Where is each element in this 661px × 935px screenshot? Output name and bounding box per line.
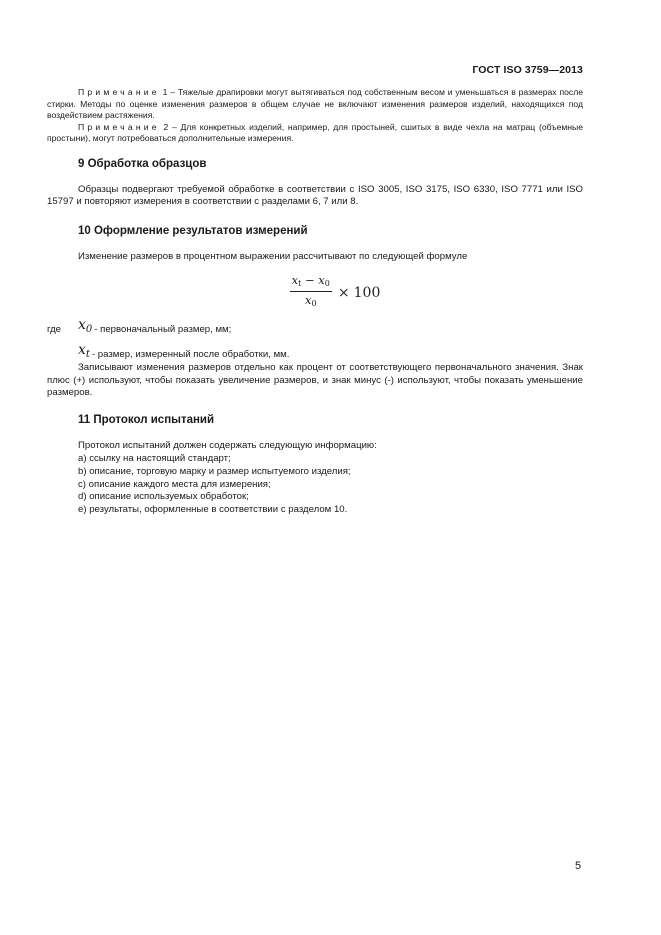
list-item: а) ссылку на настоящий стандарт; (78, 453, 231, 465)
note-1 (47, 87, 583, 122)
note-text: – Для конкретных изделий, например, для простыней, сшитых в виде чехла на матрац (объемные простыни), могут потребоваться дополнительные измерения. (47, 121, 583, 143)
variable-sub: 0 (85, 323, 93, 335)
variable-definition-1 (47, 318, 583, 337)
formula-numerator (290, 274, 332, 292)
variable-description: - первоначальный размер, мм; (94, 324, 232, 336)
list-item: с) описание каждого места для измерения; (78, 478, 271, 490)
note-label: Примечание (78, 121, 160, 132)
variable-definition-2 (47, 343, 583, 362)
formula-sub: 0 (324, 279, 330, 289)
note-label: Примечание (78, 87, 160, 97)
list-item: b) описание, торговую марку и размер испытуемого изделия; (78, 465, 351, 477)
formula-fraction (290, 274, 332, 311)
report-items-list (47, 453, 583, 517)
variable-letter: x (78, 316, 86, 333)
standard-header: ГОСТ ISO 3759—2013 (472, 64, 583, 76)
section-9-paragraph: Образцы подвергают требуемой обработке в соответствии с ISO 3005, ISO 3175, ISO 6330, ISO 7771 или ISO 15797 и повторяют измерения в соответствии с разделами 6, 7 или 8. (47, 183, 583, 208)
variable-sub: t (85, 348, 90, 360)
variable-letter: x (78, 341, 86, 358)
note-text: – Тяжелые драпировки могут вытягиваться под собственным весом и уменьшаться в размерах после стирки. Методы по оценке изменения размеров в общем случае не включают изменения размеров изделий, находящихся под воздействием растяжения. (47, 87, 583, 120)
variable-symbol (78, 318, 92, 337)
section-11-intro: Протокол испытаний должен содержать следующую информацию: (78, 440, 377, 452)
section-10-title: 10 Оформление результатов измерений (78, 225, 308, 238)
section-10-paragraph: Записывают изменения размеров отдельно как процент от соответствующего первоначального значения. Знак плюс (+) используют, чтобы показать увеличение размеров, и знак минус (-) используют, чтобы показать уменьшение размеров. (47, 361, 583, 399)
formula-sub: 0 (311, 299, 317, 309)
formula-sub: t (298, 279, 302, 289)
page-content (47, 87, 583, 517)
note-number: 1 (162, 87, 168, 97)
formula-denominator (305, 292, 317, 311)
formula-var: x (291, 273, 299, 288)
note-2 (47, 122, 583, 145)
formula-factor: 100 (353, 284, 381, 301)
formula (87, 273, 583, 313)
section-10-intro: Изменение размеров в процентном выражении рассчитывают по следующей формуле (78, 251, 468, 263)
formula-times: × (337, 284, 350, 301)
list-item: е) результаты, оформленные в соответствии с разделом 10. (78, 504, 348, 516)
variable-description: - размер, измеренный после обработки, мм. (91, 349, 290, 361)
where-label: где (47, 324, 62, 336)
list-item: d) описание используемых обработок; (78, 491, 249, 503)
page-number: 5 (575, 860, 582, 872)
section-9-title: 9 Обработка образцов (78, 157, 207, 170)
note-number: 2 (163, 121, 169, 132)
formula-var: x (318, 273, 325, 288)
section-11-title: 11 Протокол испытаний (78, 414, 215, 427)
formula-minus: − (305, 273, 315, 288)
variable-symbol (78, 343, 90, 362)
formula-var: x (304, 293, 312, 308)
